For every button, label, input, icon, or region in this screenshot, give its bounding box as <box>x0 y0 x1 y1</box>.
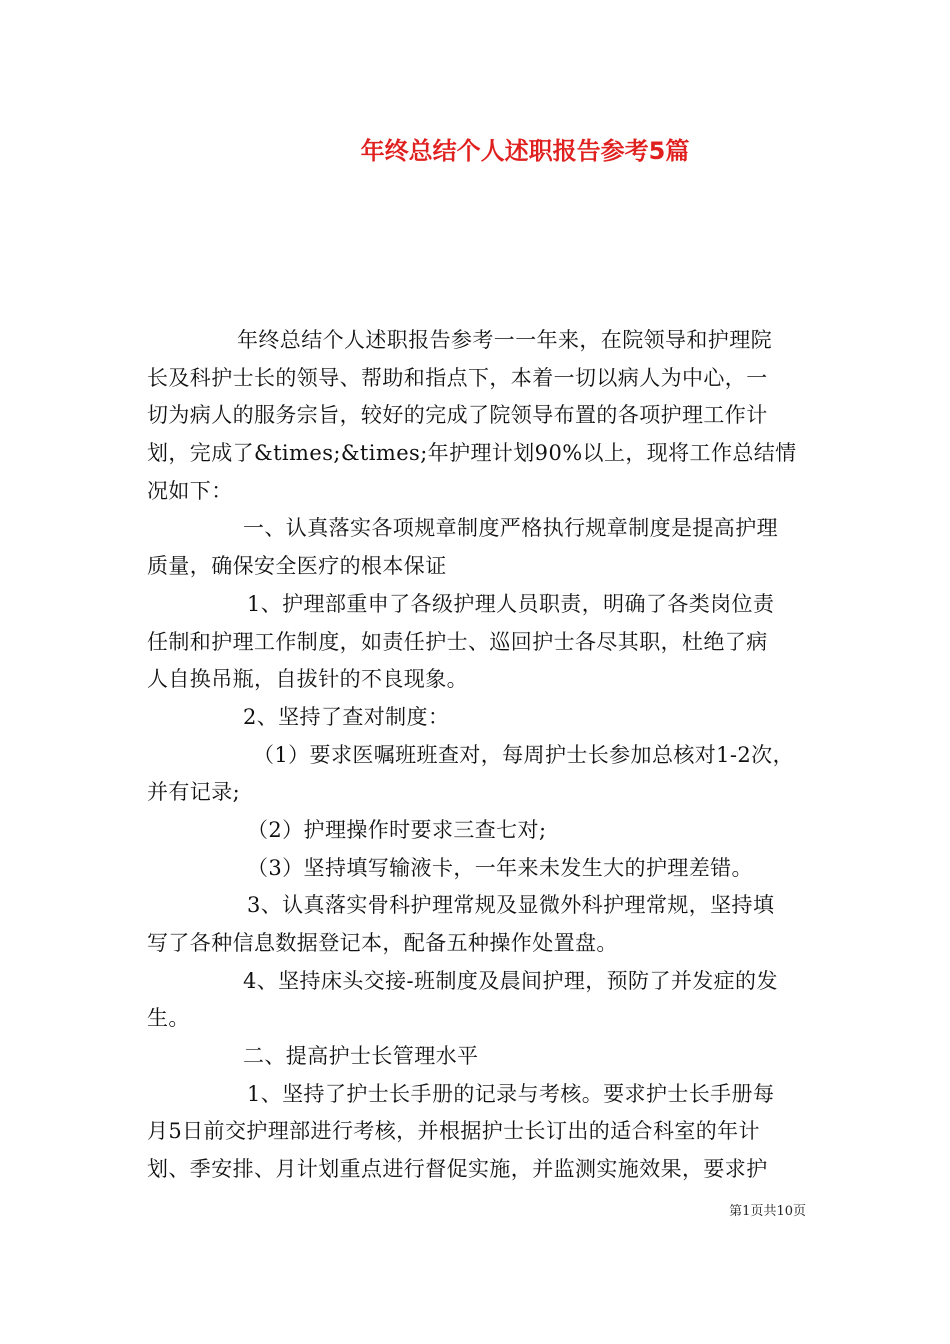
paragraph-line: 划，完成了&times;&times;年护理计划90%以上，现将工作总结情 <box>147 441 797 466</box>
paragraph-line: 任制和护理工作制度，如责任护士、巡回护士各尽其职，杜绝了病 <box>147 629 768 654</box>
paragraph-line: 长及科护士长的领导、帮助和指点下，本着一切以病人为中心，一 <box>147 365 768 390</box>
document-title: 年终总结个人述职报告参考5篇 <box>360 137 690 165</box>
paragraph-line: 并有记录; <box>147 780 241 805</box>
paragraph-line: 1、护理部重申了各级护理人员职责，明确了各类岗位责 <box>247 591 775 616</box>
paragraph-line: 年终总结个人述职报告参考一一年来，在院领导和护理院 <box>237 328 772 352</box>
paragraph-line: 1、坚持了护士长手册的记录与考核。要求护士长手册每 <box>247 1081 775 1106</box>
paragraph-line: 写了各种信息数据登记本，配备五种操作处置盘。 <box>147 931 618 955</box>
paragraph-line: 生。 <box>147 1006 190 1031</box>
paragraph-line: 4、坚持床头交接-班制度及晨间护理，预防了并发症的发 <box>243 968 778 993</box>
paragraph-line: 质量，确保安全医疗的根本保证 <box>147 554 447 579</box>
paragraph-line: （2）护理操作时要求三查七对; <box>247 817 547 842</box>
paragraph-line: （1）要求医嘱班班查对，每周护士长参加总核对1-2次， <box>253 742 794 767</box>
paragraph-line: 一、认真落实各项规章制度严格执行规章制度是提高护理 <box>243 516 778 541</box>
paragraph-line: 切为病人的服务宗旨，较好的完成了院领导布置的各项护理工作计 <box>147 403 768 428</box>
paragraph-line: 人自换吊瓶，自拔针的不良现象。 <box>147 667 468 692</box>
paragraph-line: 划、季安排、月计划重点进行督促实施，并监测实施效果，要求护 <box>147 1157 768 1182</box>
paragraph-line: （3）坚持填写输液卡，一年来未发生大的护理差错。 <box>247 855 753 880</box>
paragraph-line: 2、坚持了查对制度： <box>243 704 450 729</box>
paragraph-line: 3、认真落实骨科护理常规及显微外科护理常规，坚持填 <box>247 893 775 918</box>
page-number: 第1页共10页 <box>729 1204 806 1219</box>
document-body <box>147 322 811 1189</box>
paragraph-line: 况如下： <box>147 478 233 503</box>
paragraph-line: 月5日前交护理部进行考核，并根据护士长订出的适合科室的年计 <box>147 1119 760 1144</box>
paragraph-line: 二、提高护士长管理水平 <box>243 1044 479 1069</box>
